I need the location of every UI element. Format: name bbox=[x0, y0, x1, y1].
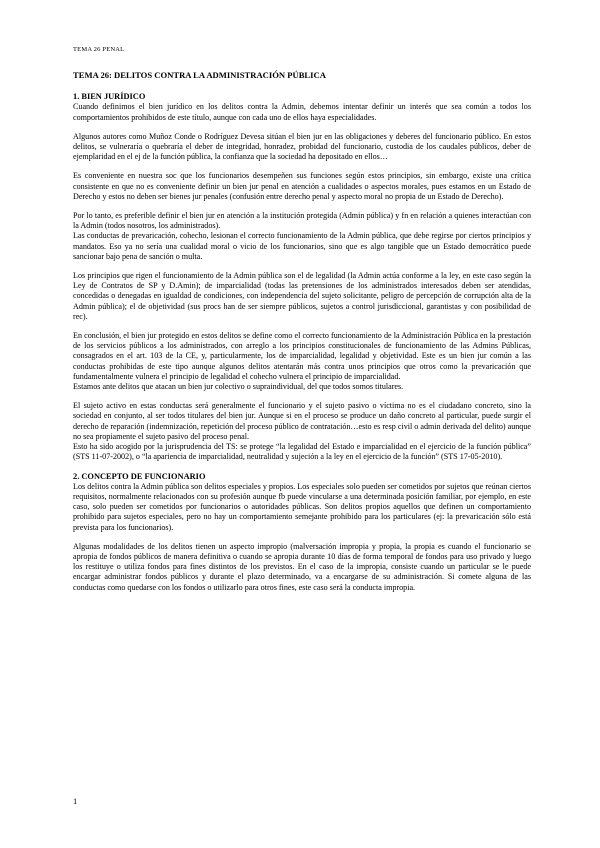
paragraph: Algunas modalidades de los delitos tienen un aspecto impropio (malversación impropia y propia, la propia es cuando el funcionario se apropia de fondos públicos de manera definitiva o cuando se apropia durante 10 días de forma temporal de fondos para uso privado y luego los restituye o utiliza fondos para fines distintos de los previstos. En el caso de la impropia, consiste cuando un particular se le puede encargar administrar fondos públicos y durante el plazo determinado, va a encargarse de su administración. Si comete alguna de las conductas como quedarse con los fondos o utilizarlo para otros fines, este caso será la conducta impropia. bbox=[73, 541, 531, 592]
page-number: 1 bbox=[73, 796, 78, 806]
paragraph: Por lo tanto, es preferible definir el bien jur en atención a la institución protegida (Admin pública) y fn en relación a quienes interactúan con la Admin (todos nosotros, los administrados). bbox=[73, 211, 531, 231]
document-body bbox=[73, 70, 531, 593]
paragraph: Las conductas de prevaricación, cohecho, lesionan el correcto funcionamiento de la Admin pública, que debe regirse por ciertos principios y mandatos. Eso ya no sería una cualidad moral o vicio de los funcionarios, sino que es algo tangible que un Estado democrático puede sancionar bajo pena de sanción o multa. bbox=[73, 231, 531, 261]
paragraph: Los principios que rigen el funcionamiento de la Admin pública son el de legalidad (la Admin actúa conforme a la ley, en este caso según la Ley de Contratos de SP y D.Amin); de imparcialidad (todas las pretensiones de los administrados interesados deben ser atendidas, concedidas o denegadas en igualdad de condiciones, con independencia del sujeto solicitante, peligro de percepción de corrupción alta de la Admin pública); el de objetividad (sus procs han de ser siempre públicos, sujetos a control jurisdiccional, garantistas y con posibilidad de rec). bbox=[73, 271, 531, 321]
paragraph: Los delitos contra la Admin pública son delitos especiales y propios. Los especiales solo pueden ser cometidos por sujetos que reúnan ciertos requisitos, normalmente relacionados con su profesión aunque fb puede vincularse a una determinada posición familiar, por ejemplo, en este caso, solo pueden ser cometidos por funcionarios o autoridades públicas. Son delitos propios aquellos que definen un comportamiento prohibido para sujetos especiales, pero no hay un comportamiento semejante prohibido para los particulares (ej: la prevaricación sólo está prevista para los funcionarios). bbox=[73, 481, 531, 532]
paragraph: Esto ha sido acogido por la jurisprudencia del TS: se protege “la legalidad del Estado e imparcialidad en el ejercicio de la función pública” (STS 11-07-2002), o “la apariencia de imparcialidad, neutralidad y sujeción a la ley en el ejercicio de la función” (STS 17-05-2010). bbox=[73, 442, 531, 462]
paragraph: En conclusión, el bien jur protegido en estos delitos se define como el correcto funcionamiento de la Administración Pública en la prestación de los servicios públicos a los administrados, con arreglo a los principios constitucionales de funcionamiento de las Admins Públicas, consagrados en el art. 103 de la CE, y, particularmente, los de imparcialidad, legalidad y objetividad. Este es un bien jur común a las conductas prohibidas de este tipo aunque algunos delitos atentarán más contra unos principios que otros como la prevaricación que fundamentalmente vulnera el principio de legalidad el cohecho vulnera el principio de imparcialidad. bbox=[73, 331, 531, 381]
paragraph: Cuando definimos el bien jurídico en los delitos contra la Admin, debemos intentar definir un interés que sea común a todos los comportamientos prohibidos de este título, aunque con cada uno de ellos haya especialidades. bbox=[73, 102, 531, 122]
paragraph: Estamos ante delitos que atacan un bien jur colectivo o supraindividual, del que todos somos titulares. bbox=[73, 382, 404, 392]
paragraph: Es conveniente en nuestra soc que los funcionarios desempeñen sus funciones según estos principios, sin embargo, existe una crítica consistente en que no es conveniente definir un bien jur penal en atención a cualidades o aspectos morales, pues estamos en un Estado de Derecho y estos no deben ser bienes jur penales (confusión entre derecho penal y aspecto moral no propia de un Estado de Derecho). bbox=[73, 171, 531, 201]
paragraph: El sujeto activo en estas conductas será generalmente el funcionario y el sujeto pasivo o víctima no es el ciudadano concreto, sino la sociedad en conjunto, al ser todos titulares del bien jur. Aunque si en el proceso se produce un daño concreto al particular, puede surgir el derecho de reparación (indemnización, repetición del proceso público de contratación…esto es resp civil o admin derivada del delito) aunque no sea propiamente el sujeto pasivo del proceso penal. bbox=[73, 401, 531, 441]
section-heading-concepto-funcionario: 2. CONCEPTO DE FUNCIONARIO bbox=[73, 471, 206, 481]
running-header: TEMA 26 PENAL bbox=[73, 46, 125, 53]
document-title: TEMA 26: DELITOS CONTRA LA ADMINISTRACIÓN PÚBLICA bbox=[73, 70, 326, 80]
section-heading-bien-juridico: 1. BIEN JURÍDICO bbox=[73, 92, 146, 102]
paragraph: Algunos autores como Muñoz Conde o Rodríguez Devesa sitúan el bien jur en las obligaciones y deberes del funcionario público. En estos delitos, se vulneraría o quebraría el deber de integridad, honradez, probidad del funcionario, custodia de los caudales públicos, deber de ejemplaridad en el ej de la función pública, la confianza que la sociedad ha depositado en ellos… bbox=[73, 131, 531, 162]
